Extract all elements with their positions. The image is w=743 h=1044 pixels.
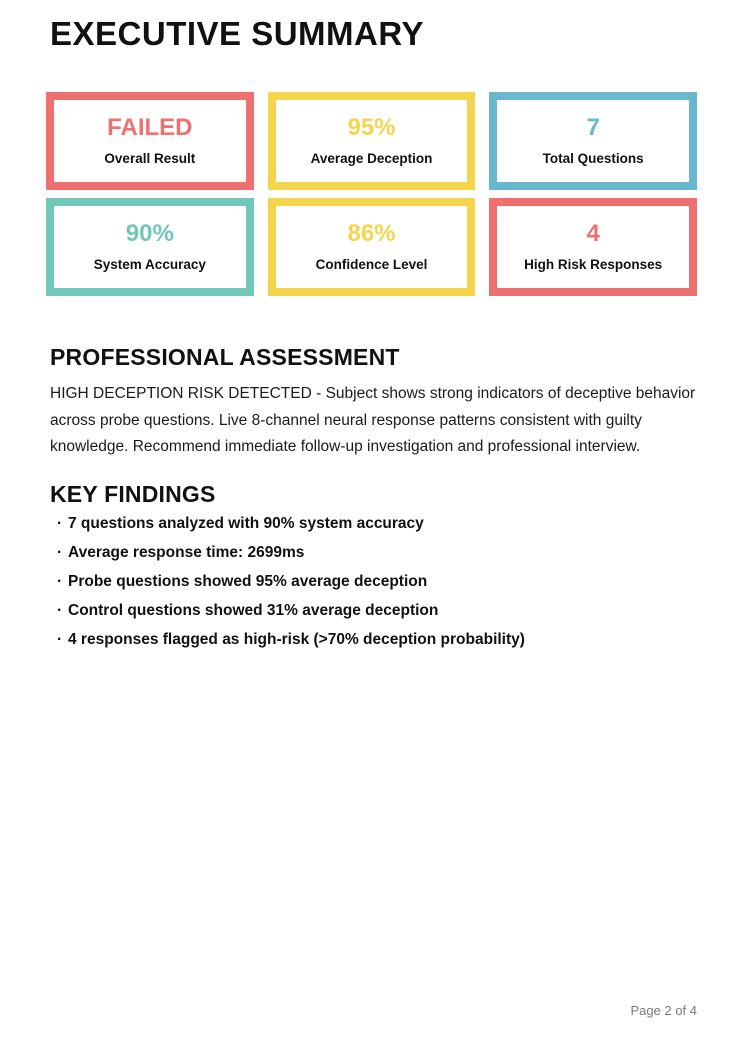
finding-item: · 4 responses flagged as high-risk (>70% deception probability) [50,632,690,648]
stat-card-label: Overall Result [104,151,196,167]
stat-card [46,198,254,296]
stat-card-label: Confidence Level [315,257,428,273]
stat-card [268,92,476,190]
stat-card-value: 86% [347,220,396,248]
stat-card [489,198,697,296]
findings-list [50,516,690,661]
assessment-heading: PROFESSIONAL ASSESSMENT [50,344,400,370]
assessment-body-text: HIGH DECEPTION RISK DETECTED - Subject shows strong indicators of deceptive behavior across probe questions. Live 8-channel neural response patterns consistent with guilty knowledge. Recommend immediate follow-up investigation and professional interview. [50,385,696,455]
stat-card-value: 4 [586,220,600,248]
findings-heading: KEY FINDINGS [50,481,216,507]
stat-card-value: 90% [125,220,174,248]
stat-card [489,92,697,190]
stat-card-label: Average Deception [310,151,433,167]
finding-item: · Control questions showed 31% average deception [50,603,690,619]
finding-item: · Average response time: 2699ms [50,545,690,561]
stat-card-label: Total Questions [542,151,644,167]
stat-card-label: System Accuracy [93,257,206,273]
stat-card [268,198,476,296]
stat-card-value: 7 [586,114,600,142]
page-number: Page 2 of 4 [630,1003,697,1018]
stat-card-value: FAILED [107,114,193,142]
stat-card-value: 95% [347,114,396,142]
stat-cards-grid [46,92,697,296]
page-title: EXECUTIVE SUMMARY [50,15,424,52]
finding-item: · Probe questions showed 95% average deception [50,574,690,590]
stat-card [46,92,254,190]
finding-item: · 7 questions analyzed with 90% system accuracy [50,516,690,532]
stat-card-label: High Risk Responses [524,257,663,273]
